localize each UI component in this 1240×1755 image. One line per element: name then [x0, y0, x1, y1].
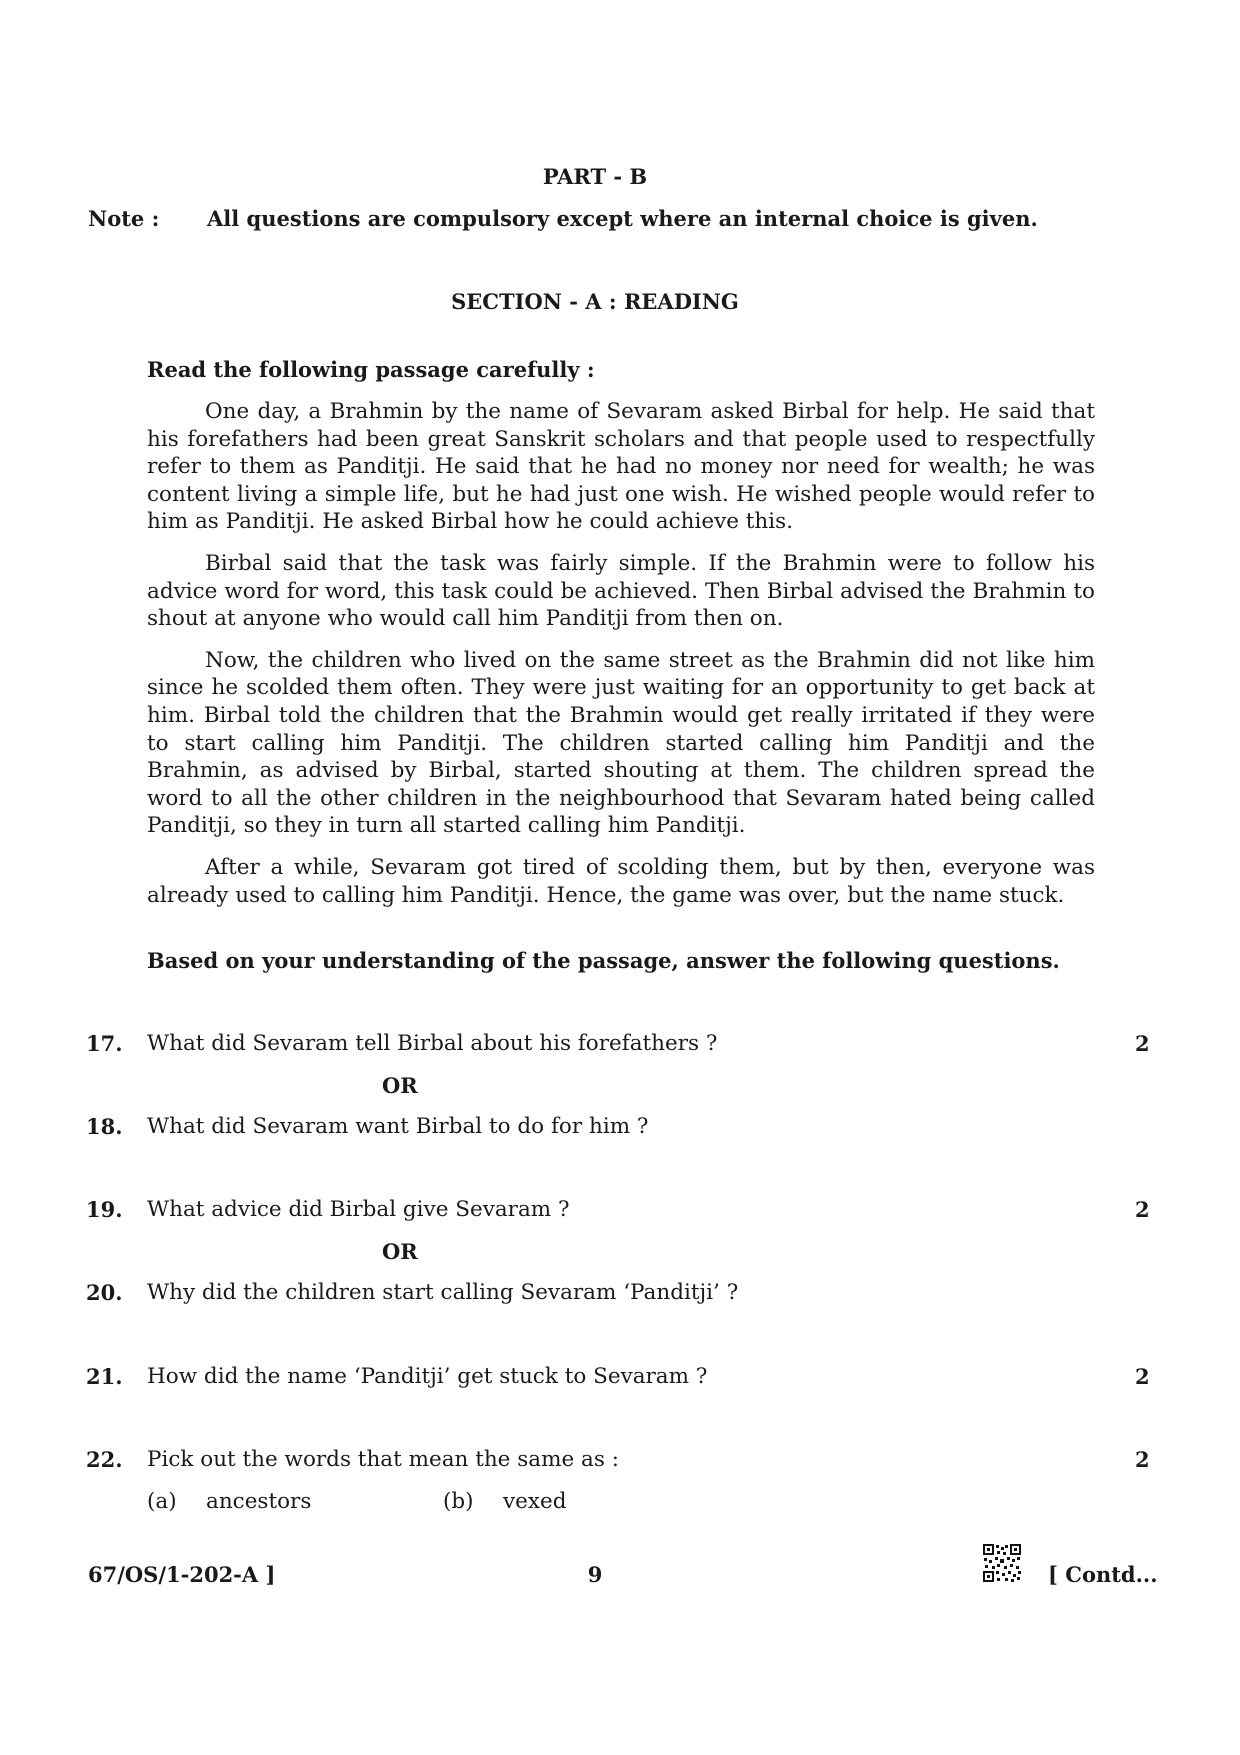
- passage-instruction: Read the following passage carefully :: [147, 357, 595, 382]
- or-separator: OR: [382, 1073, 418, 1098]
- reading-passage: [147, 398, 1095, 923]
- question-number: 20.: [86, 1280, 123, 1305]
- question-marks: 2: [1135, 1031, 1150, 1056]
- passage-paragraph: After a while, Sevaram got tired of scolding them, but by then, everyone was already used to calling him Panditji. Hence, the game was over, but the name stuck.: [147, 854, 1095, 908]
- question-text: Why did the children start calling Sevaram ‘Panditji’ ?: [147, 1280, 739, 1305]
- question-text: What advice did Birbal give Sevaram ?: [147, 1197, 570, 1222]
- note-label: Note :: [88, 206, 160, 231]
- passage-paragraph: One day, a Brahmin by the name of Sevaram asked Birbal for help. He said that his forefathers had been great Sanskrit scholars and that people used to respectfully refer to them as Panditji. He said that he had no money nor need for wealth; he was content living a simple life, but he had just one wish. He wished people would refer to him as Panditji. He asked Birbal how he could achieve this.: [147, 399, 1095, 535]
- note-text: All questions are compulsory except where an internal choice is given.: [207, 206, 1038, 231]
- question-number: 18.: [86, 1114, 123, 1139]
- question-number: 21.: [86, 1364, 123, 1389]
- question-number: 22.: [86, 1447, 123, 1472]
- or-separator: OR: [382, 1239, 418, 1264]
- continued-label: [ Contd...: [1048, 1562, 1158, 1587]
- questions-intro: Based on your understanding of the passage, answer the following questions.: [147, 948, 1060, 973]
- question-text: Pick out the words that mean the same as :: [147, 1447, 619, 1472]
- option-label: (b): [443, 1489, 474, 1514]
- passage-paragraph: Birbal said that the task was fairly simple. If the Brahmin were to follow his advice word for word, this task could be achieved. Then Birbal advised the Brahmin to shout at anyone who would call him Panditji from then on.: [147, 550, 1095, 632]
- question-number: 19.: [86, 1197, 123, 1222]
- section-title: SECTION - A : READING: [451, 289, 739, 314]
- question-text: What did Sevaram want Birbal to do for him ?: [147, 1114, 649, 1139]
- question-number: 17.: [86, 1031, 123, 1056]
- option-label: (a): [147, 1489, 177, 1514]
- option-word: ancestors: [206, 1489, 312, 1514]
- option-word: vexed: [503, 1489, 567, 1514]
- question-marks: 2: [1135, 1447, 1150, 1472]
- page-number: 9: [587, 1562, 603, 1587]
- qr-code-icon: [982, 1543, 1022, 1583]
- paper-code: 67/OS/1-202-A ]: [88, 1562, 276, 1587]
- part-title: PART - B: [542, 164, 648, 189]
- question-marks: 2: [1135, 1197, 1150, 1222]
- question-text: How did the name ‘Panditji’ get stuck to Sevaram ?: [147, 1364, 708, 1389]
- question-text: What did Sevaram tell Birbal about his forefathers ?: [147, 1031, 718, 1056]
- passage-paragraph: Now, the children who lived on the same street as the Brahmin did not like him since he scolded them often. They were just waiting for an opportunity to get back at him. Birbal told the children that the Brahmin would get really irritated if they were to start calling him Panditji. The children started calling him Panditji and the Brahmin, as advised by Birbal, started shouting at them. The children spread the word to all the other children in the neighbourhood that Sevaram hated being called Panditji, so they in turn all started calling him Panditji.: [147, 647, 1095, 839]
- question-marks: 2: [1135, 1364, 1150, 1389]
